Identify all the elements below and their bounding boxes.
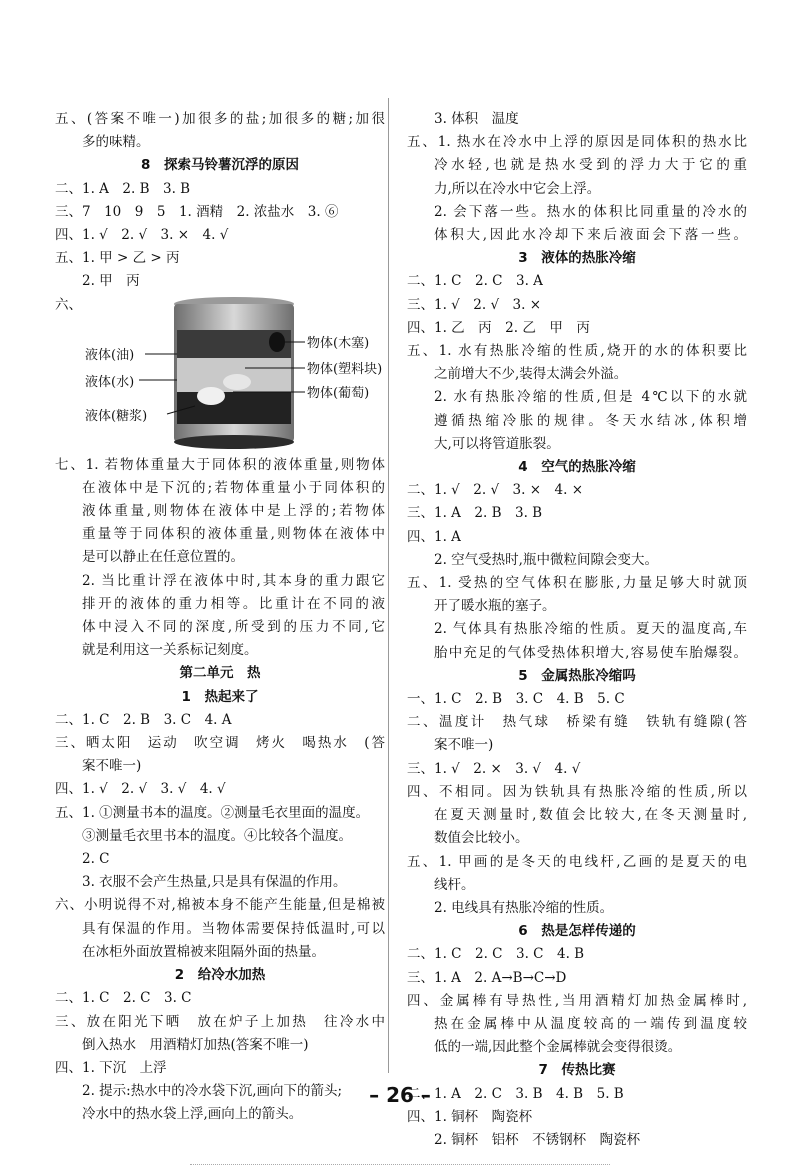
section-heading: 7 传热比赛 xyxy=(538,1062,616,1079)
answer-line: 2. 甲 丙 xyxy=(82,273,140,290)
answer-line: 冷水中的热水袋上浮,画向上的箭头。 xyxy=(82,1106,303,1123)
answer-line: 在液体中是下沉的;若物体重量小于同体积的 xyxy=(82,479,385,496)
answer-line: 多的味精。 xyxy=(82,134,150,151)
answer-line: 就是利用这一关系标记刻度。 xyxy=(82,642,258,659)
answer-line: 具有保温的作用。当物体需要保持低温时,可以 xyxy=(82,920,385,937)
answer-line: 五、1. 甲画的是冬天的电线杆,乙画的是夏天的电 xyxy=(407,853,747,870)
answer-line: 六、小明说得不对,棉被本身不能产生能量,但是棉被 xyxy=(55,897,385,914)
scan-edge-artifact xyxy=(190,1164,610,1171)
answer-line: 数值会比较小。 xyxy=(434,830,529,847)
answer-line: 三、1. √ 2. × 3. √ 4. √ xyxy=(407,760,581,777)
answer-line: 五、1. 受热的空气体积在膨胀,力量足够大时就顶 xyxy=(407,575,747,592)
answer-line: 案不唯一) xyxy=(434,737,494,754)
label-object-cork: 物体(木塞) xyxy=(307,335,370,351)
answer-line: 五、1. 甲 > 乙 > 丙 xyxy=(55,250,180,267)
answer-line: 四、1. 乙 丙 2. 乙 甲 丙 xyxy=(407,319,590,336)
answer-line: 三、晒太阳 运动 吹空调 烤火 喝热水 (答 xyxy=(55,735,385,752)
answer-line: 遵循热缩冷胀的规律。冬天水结冰,体积增 xyxy=(434,412,747,429)
answer-line: 2. 电线具有热胀冷缩的性质。 xyxy=(434,899,614,916)
answer-line: 四、不相同。因为铁轨具有热胀冷缩的性质,所以 xyxy=(407,783,747,800)
answer-line: 四、1. √ 2. √ 3. × 4. √ xyxy=(55,227,229,244)
label-object-plastic: 物体(塑料块) xyxy=(307,361,383,377)
section-heading: 5 金属热胀冷缩吗 xyxy=(518,667,636,684)
answer-line: 二、温度计 热气球 桥梁有缝 铁轨有缝隙(答 xyxy=(407,714,747,731)
answer-line: 在夏天测量时,数值会比较大,在冬天测量时, xyxy=(434,807,747,824)
page-number: – 26 – xyxy=(369,1083,431,1107)
answer-line: 三、7 10 9 5 1. 酒精 2. 浓盐水 3. ⑥ xyxy=(55,203,339,220)
unit-heading: 第二单元 热 xyxy=(179,665,261,682)
liquid-layers-figure xyxy=(55,294,385,454)
answer-line: 开了暖水瓶的塞子。 xyxy=(434,598,556,615)
section-heading: 3 液体的热胀冷缩 xyxy=(518,250,636,267)
answer-line: 六、 xyxy=(55,296,82,313)
label-liquid-syrup: 液体(糖浆) xyxy=(85,408,148,424)
answer-line: 二、1. C 2. C 3. A xyxy=(407,273,543,290)
answer-line: 倒入热水 用酒精灯加热(答案不唯一) xyxy=(82,1036,309,1053)
answer-line: 之前增大不少,装得太满会外溢。 xyxy=(434,366,628,383)
answer-line: 是可以静止在任意位置的。 xyxy=(82,549,244,566)
answer-line: 2. C xyxy=(82,851,110,868)
answer-line: 冷水轻,也就是热水受到的浮力大于它的重 xyxy=(434,157,747,174)
answer-line: 2. 气体具有热胀冷缩的性质。夏天的温度高,车 xyxy=(434,621,747,638)
answer-line: 2. 会下落一些。热水的体积比同重量的冷水的 xyxy=(434,203,747,220)
answer-line: 四、金属棒有导热性,当用酒精灯加热金属棒时, xyxy=(407,992,747,1009)
answer-line: 五、1. ①测量书本的温度。②测量毛衣里面的温度。 xyxy=(55,804,370,821)
answer-line: 2. 提示:热水中的冷水袋下沉,画向下的箭头; xyxy=(82,1083,343,1100)
answer-line: 四、1. 下沉 上浮 xyxy=(55,1059,167,1076)
answer-line: 力,所以在冷水中它会上浮。 xyxy=(434,180,601,197)
answer-line: 五、1. 热水在冷水中上浮的原因是同体积的热水比 xyxy=(407,134,747,151)
answer-line: 重量等于同体积的液体重量,则物体在液体中 xyxy=(82,526,385,543)
answer-line: 胎中充足的气体受热体积增大,容易使车胎爆裂。 xyxy=(434,644,747,661)
label-liquid-oil: 液体(油) xyxy=(85,347,135,363)
left-column xyxy=(55,108,385,1127)
answer-line: 三、放在阳光下晒 放在炉子上加热 往冷水中 xyxy=(55,1013,385,1030)
answer-line: 五、(答案不唯一)加很多的盐;加很多的糖;加很 xyxy=(55,111,385,127)
section-heading: 4 空气的热胀冷缩 xyxy=(518,459,636,476)
answer-line: 二、1. C 2. C 3. C xyxy=(55,990,192,1007)
right-column xyxy=(407,108,747,1152)
answer-line: ③测量毛衣里书本的温度。④比较各个温度。 xyxy=(82,827,352,844)
answer-line: 液体重量,则物体在液体中是上浮的;若物体 xyxy=(82,503,385,520)
answer-line: 四、1. A xyxy=(407,528,461,545)
label-object-grape: 物体(葡萄) xyxy=(307,385,370,401)
answer-line: 2. 水有热胀冷缩的性质,但是 4℃以下的水就 xyxy=(434,389,747,406)
answer-line: 一、1. C 2. B 3. C 4. B 5. C xyxy=(407,691,625,708)
label-liquid-water: 液体(水) xyxy=(85,374,135,390)
answer-line: 二、1. A 2. C 3. B 4. B 5. B xyxy=(407,1085,624,1102)
answer-line: 低的一端,因此整个金属棒就会变得很烫。 xyxy=(434,1039,682,1056)
section-heading: 1 热起来了 xyxy=(181,688,259,705)
answer-line: 二、1. C 2. C 3. C 4. B xyxy=(407,946,585,963)
section-heading: 6 热是怎样传递的 xyxy=(518,923,636,940)
answer-line: 3. 体积 温度 xyxy=(434,111,519,127)
answer-line: 三、1. √ 2. √ 3. × xyxy=(407,296,542,313)
section-heading: 2 给冷水加热 xyxy=(174,967,266,984)
answer-line: 三、1. A 2. B 3. B xyxy=(407,505,543,522)
answer-line: 案不唯一) xyxy=(82,758,142,775)
answer-line: 二、1. C 2. B 3. C 4. A xyxy=(55,711,232,728)
answer-line: 三、1. A 2. A→B→C→D xyxy=(407,969,567,986)
answer-line: 体积大,因此水冷却下来后液面会下落一些。 xyxy=(434,227,747,244)
answer-line: 大,可以将管道胀裂。 xyxy=(434,435,560,452)
answer-line: 热在金属棒中从温度较高的一端传到温度较 xyxy=(434,1015,747,1032)
answer-line: 在冰柜外面放置棉被来阻隔外面的热量。 xyxy=(82,943,325,960)
answer-line: 2. 当比重计浮在液体中时,其本身的重力跟它 xyxy=(82,572,385,589)
answer-line: 二、1. √ 2. √ 3. × 4. × xyxy=(407,482,584,499)
column-divider xyxy=(388,98,389,1073)
section-heading: 8 探索马铃薯沉浮的原因 xyxy=(141,157,299,174)
answer-line: 四、1. √ 2. √ 3. √ 4. √ xyxy=(55,781,226,798)
answer-line: 四、1. 铜杯 陶瓷杯 xyxy=(407,1108,533,1125)
answer-line: 2. 空气受热时,瓶中微粒间隙会变大。 xyxy=(434,551,658,568)
answer-line: 体中浸入不同的深度,所受到的压力不同,它 xyxy=(82,619,385,636)
answer-line: 七、1. 若物体重量大于同体积的液体重量,则物体 xyxy=(55,456,385,473)
answer-line: 3. 衣服不会产生热量,只是具有保温的作用。 xyxy=(82,874,347,891)
answer-line: 二、1. A 2. B 3. B xyxy=(55,180,191,197)
answer-line: 2. 铜杯 铝杯 不锈钢杯 陶瓷杯 xyxy=(434,1131,641,1148)
answer-line: 五、1. 水有热胀冷缩的性质,烧开的水的体积要比 xyxy=(407,343,747,360)
answer-line: 排开的液体的重力相等。比重计在不同的液 xyxy=(82,595,385,612)
answer-line: 线杆。 xyxy=(434,876,475,893)
